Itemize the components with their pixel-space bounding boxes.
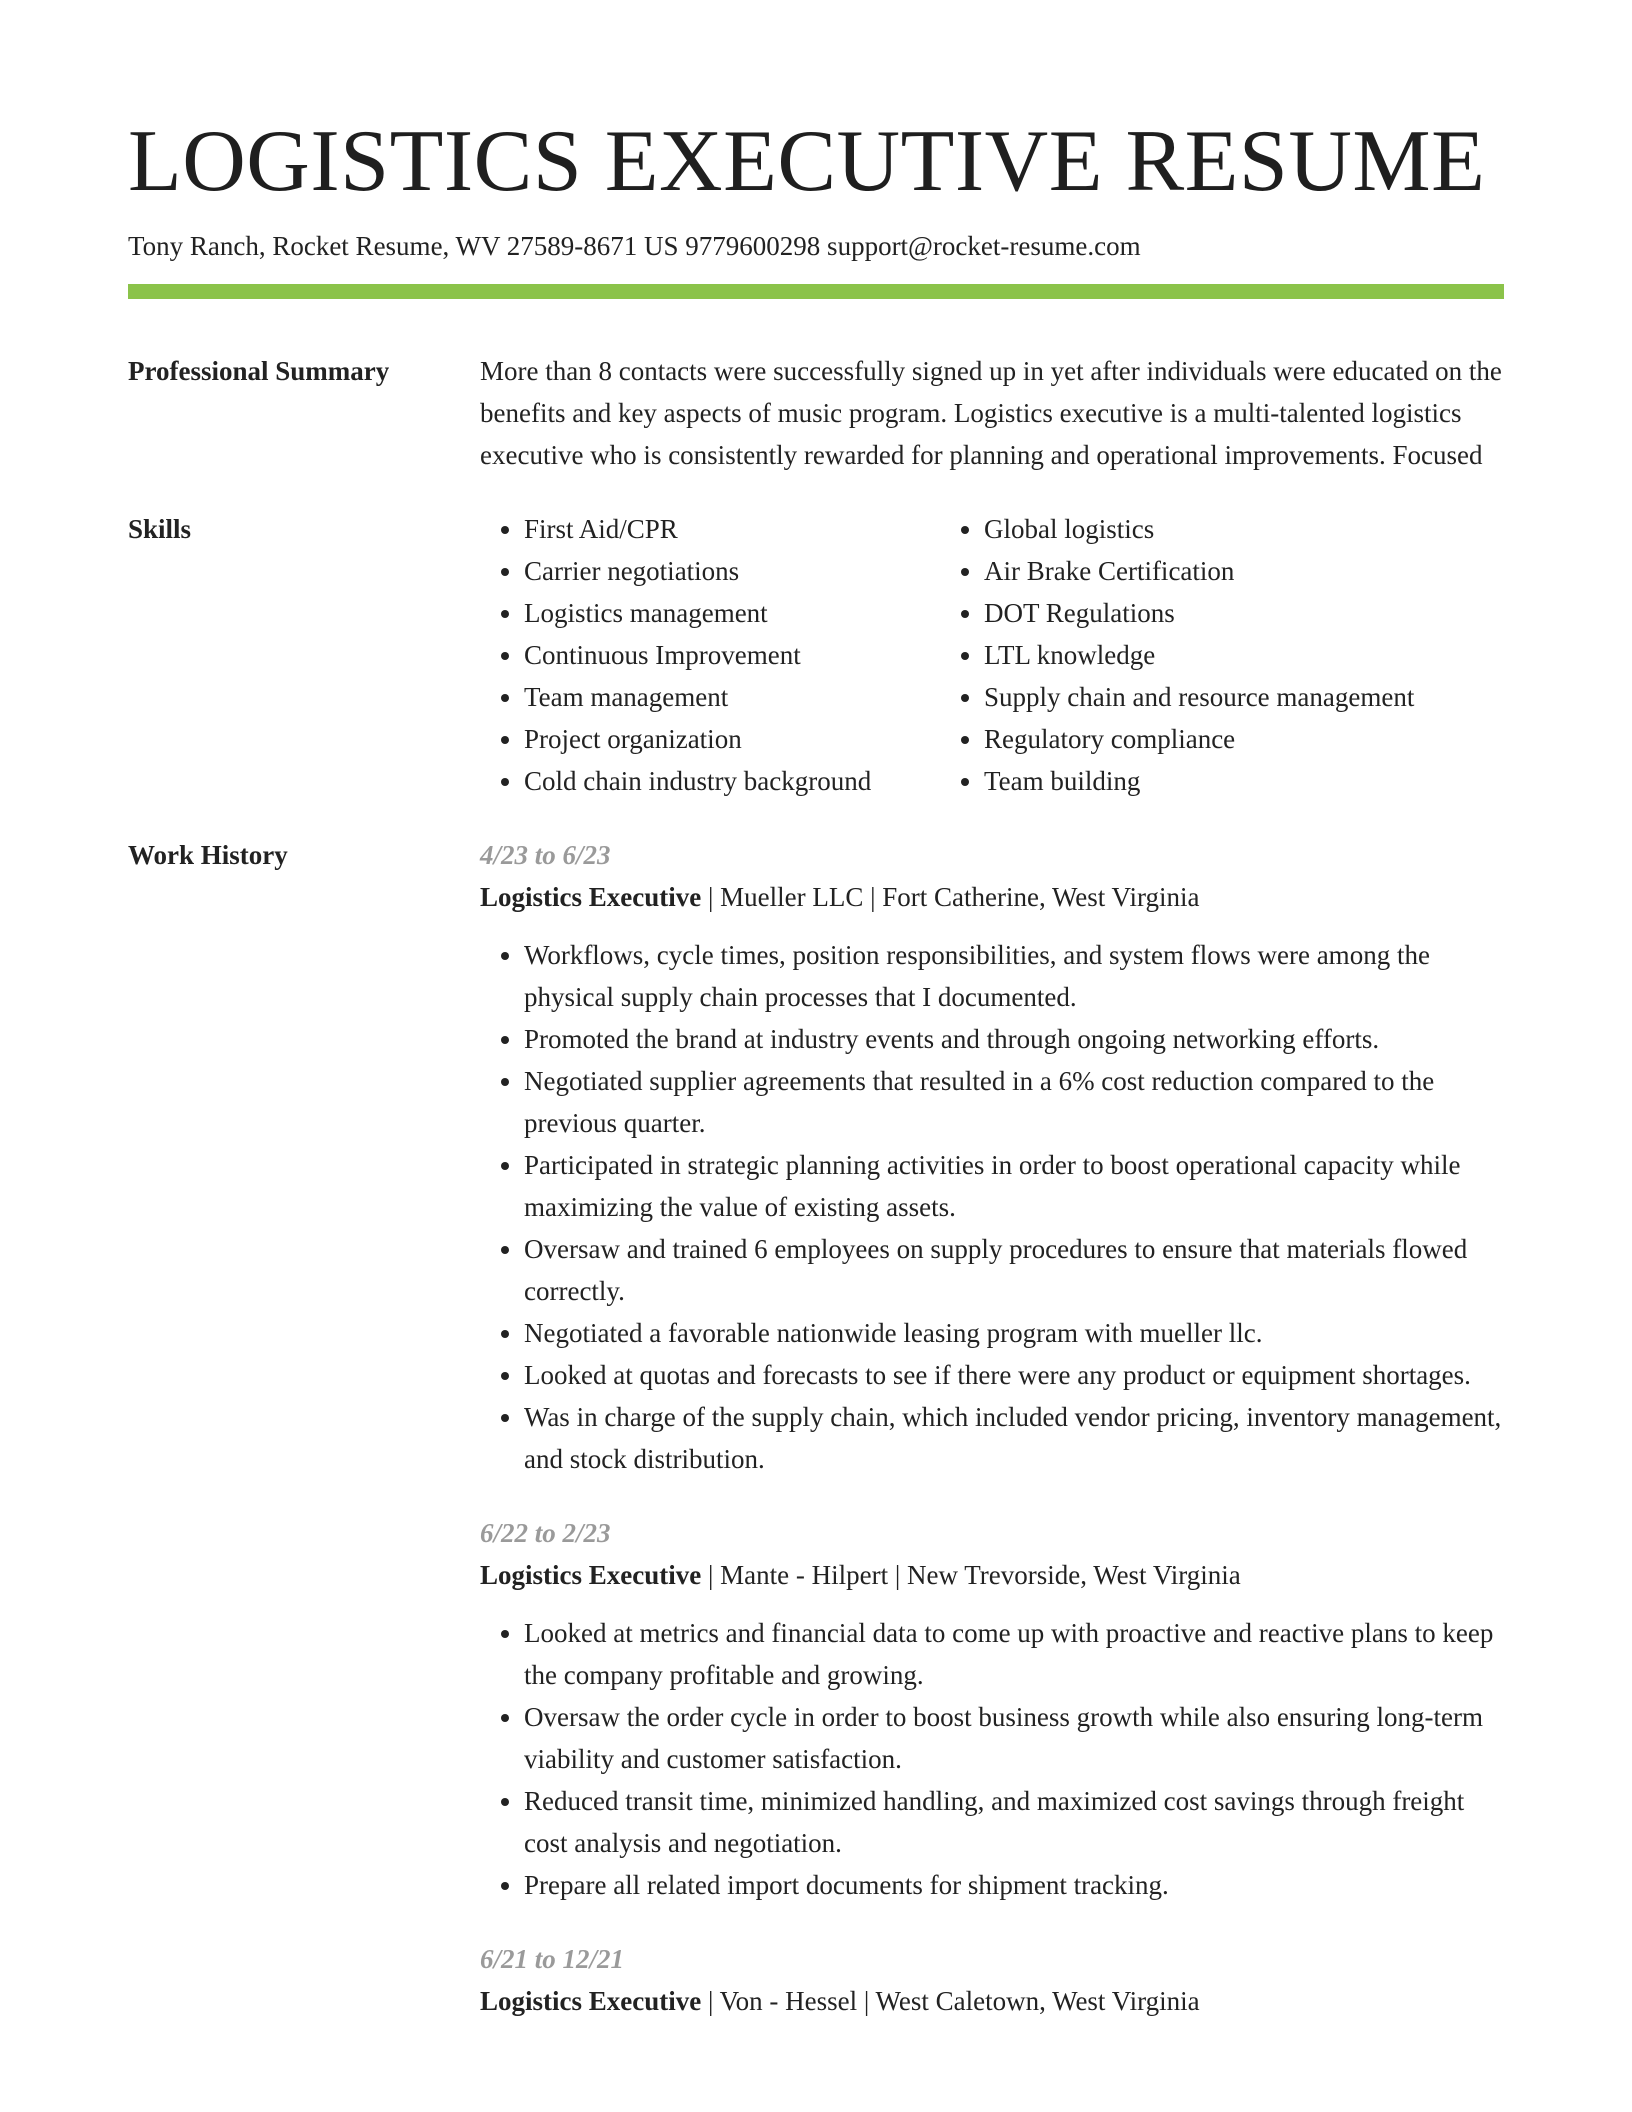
job-bullet: • Was in charge of the supply chain, which included vendor pricing, inventory management, and stock distribution. [524, 1396, 1504, 1480]
accent-divider [128, 284, 1504, 299]
job-bullet: • Reduced transit time, minimized handling, and maximized cost savings through freight cost analysis and negotiation. [524, 1780, 1504, 1864]
job-bullet: • Oversaw and trained 6 employees on supply procedures to ensure that materials flowed correctly. [524, 1228, 1504, 1312]
job-dates: 4/23 to 6/23 [480, 840, 611, 871]
skill-item: • LTL knowledge [984, 634, 1504, 676]
job-dates: 6/22 to 2/23 [480, 1518, 611, 1549]
job-bullet: • Negotiated a favorable nationwide leasing program with mueller llc. [524, 1312, 1504, 1354]
skill-item: • Cold chain industry background [524, 760, 940, 802]
skill-item: • Air Brake Certification [984, 550, 1504, 592]
job-employer-location: | Mueller LLC | Fort Catherine, West Virginia [701, 882, 1200, 913]
skill-item: • Global logistics [984, 508, 1504, 550]
skill-item: • Logistics management [524, 592, 940, 634]
job-bullet: • Oversaw the order cycle in order to boost business growth while also ensuring long-term viability and customer satisfaction. [524, 1696, 1504, 1780]
resume-title: LOGISTICS EXECUTIVE RESUME [128, 113, 1486, 210]
job-entry [480, 834, 1504, 1480]
skill-item: • Continuous Improvement [524, 634, 940, 676]
skill-item: • Project organization [524, 718, 940, 760]
job-bullet-list [480, 934, 1504, 1480]
job-employer-location: | Von - Hessel | West Caletown, West Virginia [701, 1986, 1200, 2017]
work-history-section [128, 834, 1504, 2022]
job-bullet: • Prepare all related import documents for shipment tracking. [524, 1864, 1504, 1906]
job-bullet: • Promoted the brand at industry events and through ongoing networking efforts. [524, 1018, 1504, 1060]
section-label-summary: Professional Summary [128, 356, 390, 387]
job-heading [480, 1980, 1504, 2022]
professional-summary-section [128, 350, 1504, 476]
skill-item: • Regulatory compliance [984, 718, 1504, 760]
skill-item: • First Aid/CPR [524, 508, 940, 550]
job-entry [480, 1512, 1504, 1906]
job-bullet: • Negotiated supplier agreements that resulted in a 6% cost reduction compared to the previous quarter. [524, 1060, 1504, 1144]
contact-line: Tony Ranch, Rocket Resume, WV 27589-8671 US 9779600298 support@rocket-resume.com [128, 231, 1141, 261]
skill-item: • Supply chain and resource management [984, 676, 1504, 718]
skills-columns [480, 508, 1504, 802]
job-dates: 6/21 to 12/21 [480, 1944, 625, 1975]
job-employer-location: | Mante - Hilpert | New Trevorside, West Virginia [701, 1560, 1241, 1591]
job-heading [480, 876, 1504, 918]
section-label-work-history: Work History [128, 840, 288, 871]
skill-item: • Team management [524, 676, 940, 718]
skill-item: • Team building [984, 760, 1504, 802]
section-label-skills: Skills [128, 514, 192, 545]
skills-column-left [480, 508, 940, 802]
skill-item: • Carrier negotiations [524, 550, 940, 592]
job-bullet: • Workflows, cycle times, position responsibilities, and system flows were among the physical supply chain processes that I documented. [524, 934, 1504, 1018]
job-title: Logistics Executive [480, 882, 702, 913]
skills-section [128, 508, 1504, 802]
job-bullet: • Looked at metrics and financial data to come up with proactive and reactive plans to keep the company profitable and growing. [524, 1612, 1504, 1696]
job-entry [480, 1938, 1504, 2022]
skill-item: • DOT Regulations [984, 592, 1504, 634]
job-bullet: • Participated in strategic planning activities in order to boost operational capacity while maximizing the value of existing assets. [524, 1144, 1504, 1228]
work-history-body [480, 834, 1504, 2022]
job-title: Logistics Executive [480, 1986, 702, 2017]
job-bullet: • Looked at quotas and forecasts to see if there were any product or equipment shortages. [524, 1354, 1504, 1396]
job-heading [480, 1554, 1504, 1596]
job-bullet-list [480, 1612, 1504, 1906]
skills-column-right [940, 508, 1504, 802]
job-title: Logistics Executive [480, 1560, 702, 1591]
summary-text: More than 8 contacts were successfully signed up in yet after individuals were educated on the benefits and key aspects of music program. Logistics executive is a multi-talented logistics executive who is consistently rewarded for planning and operational improvements. Focused [480, 356, 1502, 471]
